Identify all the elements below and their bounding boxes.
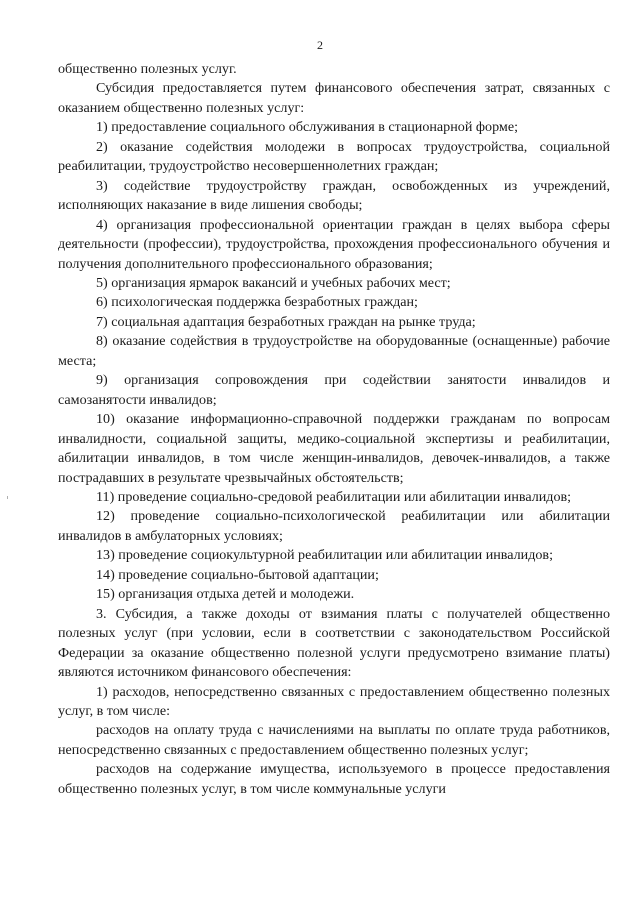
list-item-8: 8) оказание содействия в трудоустройстве на оборудованные (оснащенные) рабочие места; — [58, 333, 610, 369]
list-item-2: 2) оказание содействия молодежи в вопросах трудоустройства, социальной реабилитации, трудоустройство несовершеннолетних граждан; — [58, 138, 610, 175]
list-item-4: 4) организация профессиональной ориентации граждан в целях выбора сферы деятельности (профессии), трудоустройства, прохождения профессионального обучения и получения дополнительного профессионального образования; — [58, 216, 610, 272]
list-item-10: 10) оказание информационно-справочной поддержки гражданам по вопросам инвалидности, социальной защиты, медико-социальной экспертизы и реабилитации, абилитации инвалидов, в том числе женщин-инвалидов, девочек-инвалидов, а также пострадавших в результате чрезвычайных обстоятельств; — [58, 411, 610, 486]
list-item-14: 14) проведение социально-бытовой адаптации; — [96, 566, 379, 583]
list-item-7: 7) социальная адаптация безработных граждан на рынке труда; — [96, 313, 476, 330]
list-item-15: 15) организация отдыха детей и молодежи. — [96, 586, 355, 603]
paragraph-property-costs: расходов на содержание имущества, используемого в процессе предоставления общественно полезных услуг, в том числе коммунальные услуги — [58, 761, 610, 797]
list-item-1: 1) предоставление социального обслуживания в стационарной форме; — [96, 119, 518, 136]
list-item-9: 9) организация сопровождения при содействии занятости инвалидов и самозанятости инвалидов; — [58, 372, 610, 408]
paragraph-expenses-1: 1) расходов, непосредственно связанных с предоставлением общественно полезных услуг, в том числе: — [58, 683, 610, 719]
page-number: 2 — [317, 38, 323, 52]
scan-mark — [7, 496, 8, 499]
paragraph-subsidy-intro: Субсидия предоставляется путем финансового обеспечения затрат, связанных с оказанием общественно полезных услуг: — [58, 80, 610, 116]
document-body — [58, 60, 610, 799]
list-item-3: 3) содействие трудоустройству граждан, освобожденных из учреждений, исполняющих наказание в виде лишения свободы; — [58, 177, 610, 214]
list-item-11: 11) проведение социально-средовой реабилитации или абилитации инвалидов; — [96, 488, 572, 505]
list-item-6: 6) психологическая поддержка безработных граждан; — [96, 294, 418, 311]
list-item-12: 12) проведение социально-психологической реабилитации или абилитации инвалидов в амбулаторных условиях; — [58, 508, 610, 544]
paragraph-section-3: 3. Субсидия, а также доходы от взимания платы с получателей общественно полезных услуг (при условии, если в соответствии с законодательством Российской Федерации за оказание общественно полезной услуги предусмотрено взимание платы) являются источником финансового обеспечения: — [58, 605, 610, 681]
paragraph-continuation: общественно полезных услуг. — [58, 61, 237, 77]
list-item-5: 5) организация ярмарок вакансий и учебных рабочих мест; — [96, 274, 451, 291]
list-item-13: 13) проведение социокультурной реабилитации или абилитации инвалидов; — [96, 547, 554, 564]
paragraph-labor-costs: расходов на оплату труда с начислениями на выплаты по оплате труда работников, непосредственно связанных с предоставлением общественно полезных услуг; — [58, 722, 610, 758]
